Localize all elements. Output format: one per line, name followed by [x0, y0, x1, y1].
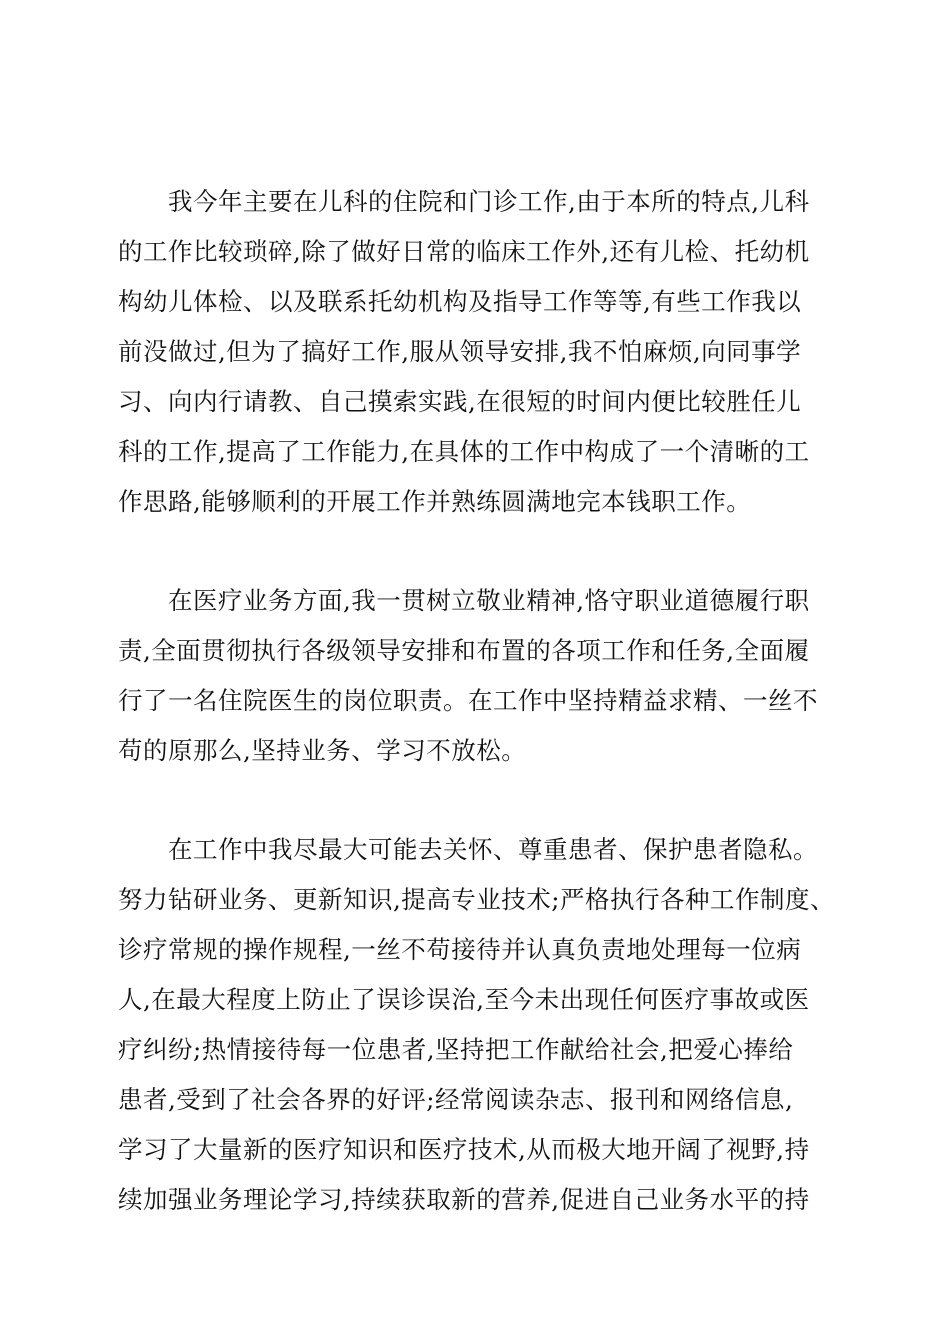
paragraph-line: 学习了大量新的医疗知识和医疗技术,从而极大地开阔了视野,持 — [118, 1135, 810, 1164]
paragraph-line: 我今年主要在儿科的住院和门诊工作,由于本所的特点,儿科 — [168, 187, 810, 216]
paragraph-line: 人,在最大程度上防止了误诊误治,至今未出现任何医疗事故或医 — [118, 985, 810, 1014]
paragraph-line: 苟的原那么,坚持业务、学习不放松。 — [118, 736, 527, 765]
paragraph-line: 行了一名住院医生的岗位职责。在工作中坚持精益求精、一丝不 — [118, 686, 818, 715]
paragraph-line: 努力钻研业务、更新知识,提高专业技术;严格执行各种工作制度、 — [118, 885, 836, 914]
paragraph-line: 构幼儿体检、以及联系托幼机构及指导工作等等,有些工作我以 — [118, 287, 802, 316]
paragraph-line: 习、向内行请教、自己摸索实践,在很短的时间内便比较胜任儿 — [118, 387, 802, 416]
paragraph-line: 在工作中我尽最大可能去关怀、尊重患者、保护患者隐私。 — [168, 835, 818, 864]
paragraph-line: 续加强业务理论学习,持续获取新的营养,促进自己业务水平的持 — [118, 1185, 810, 1214]
paragraph-line: 诊疗常规的操作规程,一丝不苟接待并认真负责地处理每一位病 — [118, 935, 802, 964]
paragraph-line: 患者,受到了社会各界的好评;经常阅读杂志、报刊和网络信息, — [118, 1085, 794, 1114]
paragraph-line: 的工作比较琐碎,除了做好日常的临床工作外,还有儿检、托幼机 — [118, 237, 810, 266]
paragraph-line: 在医疗业务方面,我一贯树立敬业精神,恪守职业道德履行职 — [168, 586, 810, 615]
paragraph-line: 责,全面贯彻执行各级领导安排和布置的各项工作和任务,全面履 — [118, 636, 810, 665]
paragraph-line: 疗纠纷;热情接待每一位患者,坚持把工作献给社会,把爱心捧给 — [118, 1035, 794, 1064]
paragraph-line: 作思路,能够顺利的开展工作并熟练圆满地完本钱职工作。 — [118, 487, 752, 516]
paragraph-line: 前没做过,但为了搞好工作,服从领导安排,我不怕麻烦,向同事学 — [118, 337, 802, 366]
paragraph-line: 科的工作,提高了工作能力,在具体的工作中构成了一个清晰的工 — [118, 437, 810, 466]
